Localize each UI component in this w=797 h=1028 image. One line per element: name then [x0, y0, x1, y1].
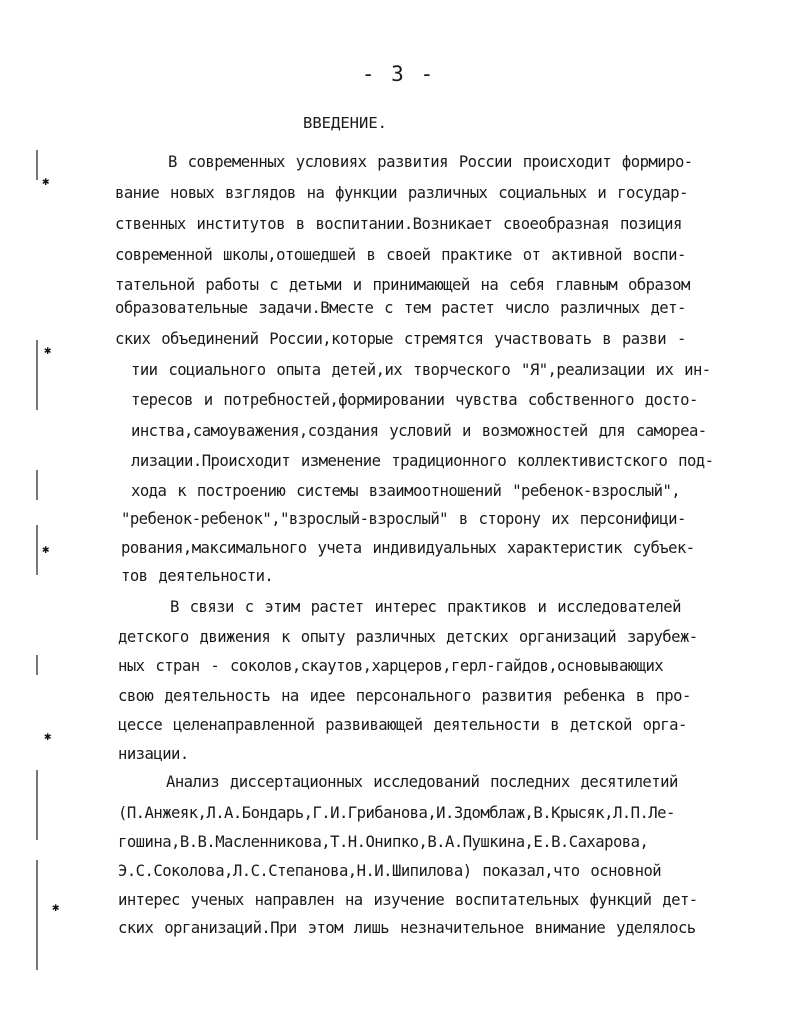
text-line: "ребенок-ребенок","взрослый-взрослый" в сторону их персонифици-	[121, 510, 686, 528]
text-line: лизации.Происходит изменение традиционного коллективистского под-	[131, 452, 714, 470]
text-line: современной школы,отошедшей в своей практике от активной воспи-	[115, 246, 686, 264]
text-line: (П.Анжеяк,Л.А.Бондарь,Г.И.Грибанова,И.Здомблаж,В.Крысяк,Л.П.Ле-	[118, 804, 675, 822]
text-line: хода к построению системы взаимоотношений "ребенок-взрослый",	[131, 482, 681, 500]
margin-mark-icon: ✱	[44, 343, 52, 357]
text-line: ственных институтов в воспитании.Возникает своеобразная позиция	[115, 215, 682, 233]
text-line: Э.С.Соколова,Л.С.Степанова,Н.И.Шипилова) показал,что основной	[118, 862, 662, 880]
text-line: ных стран - соколов,скаутов,харцеров,герл-гайдов,основывающих	[118, 657, 664, 675]
margin-line	[36, 470, 38, 500]
text-line: В современных условиях развития России происходит формиро-	[168, 153, 693, 171]
text-line: ских организаций.При этом лишь незначительное внимание уделялось	[118, 919, 696, 937]
margin-line	[36, 150, 38, 180]
margin-line	[36, 770, 38, 840]
text-line: низации.	[118, 745, 189, 763]
text-line: тов деятельности.	[121, 567, 274, 585]
margin-line	[36, 525, 38, 575]
margin-mark-icon: ✱	[52, 900, 60, 914]
text-line: инства,самоуважения,создания условий и возможностей для самореа-	[131, 422, 707, 440]
text-line: тересов и потребностей,формировании чувства собственного досто-	[131, 391, 698, 409]
margin-line	[36, 655, 38, 675]
text-line: гошина,В.В.Масленникова,Т.Н.Онипко,В.А.Пушкина,Е.В.Сахарова,	[118, 833, 649, 851]
page-number: - 3 -	[361, 62, 436, 86]
margin-mark-icon: ✱	[42, 174, 50, 188]
text-line: В связи с этим растет интерес практиков и исследователей	[170, 598, 681, 616]
section-heading: ВВЕДЕНИЕ.	[303, 114, 387, 132]
text-line: цессе целенаправленной развивающей деятельности в детской орга-	[118, 716, 687, 734]
margin-line	[36, 860, 38, 970]
text-line: тательной работы с детьми и принимающей на себя главным образом	[115, 276, 690, 294]
text-line: ских объединений России,которые стремятся участвовать в разви -	[115, 330, 686, 348]
margin-mark-icon: ✱	[42, 542, 50, 556]
text-line: Анализ диссертационных исследований последних десятилетий	[166, 773, 678, 791]
text-line: вание новых взглядов на функции различных социальных и государ-	[115, 184, 688, 202]
text-line: интерес ученых направлен на изучение воспитательных функций дет-	[118, 891, 698, 909]
margin-mark-icon: ✱	[44, 729, 52, 743]
text-line: тии социального опыта детей,их творческого "Я",реализации их ин-	[131, 361, 711, 379]
text-line: детского движения к опыту различных детских организаций зарубеж-	[118, 628, 698, 646]
text-line: свою деятельность на идее персонального развития ребенка в про-	[118, 687, 691, 705]
text-line: рования,максимального учета индивидуальных характеристик субъек-	[121, 539, 695, 557]
margin-line	[36, 340, 38, 410]
text-line: образовательные задачи.Вместе с тем растет число различных дет-	[115, 299, 686, 317]
